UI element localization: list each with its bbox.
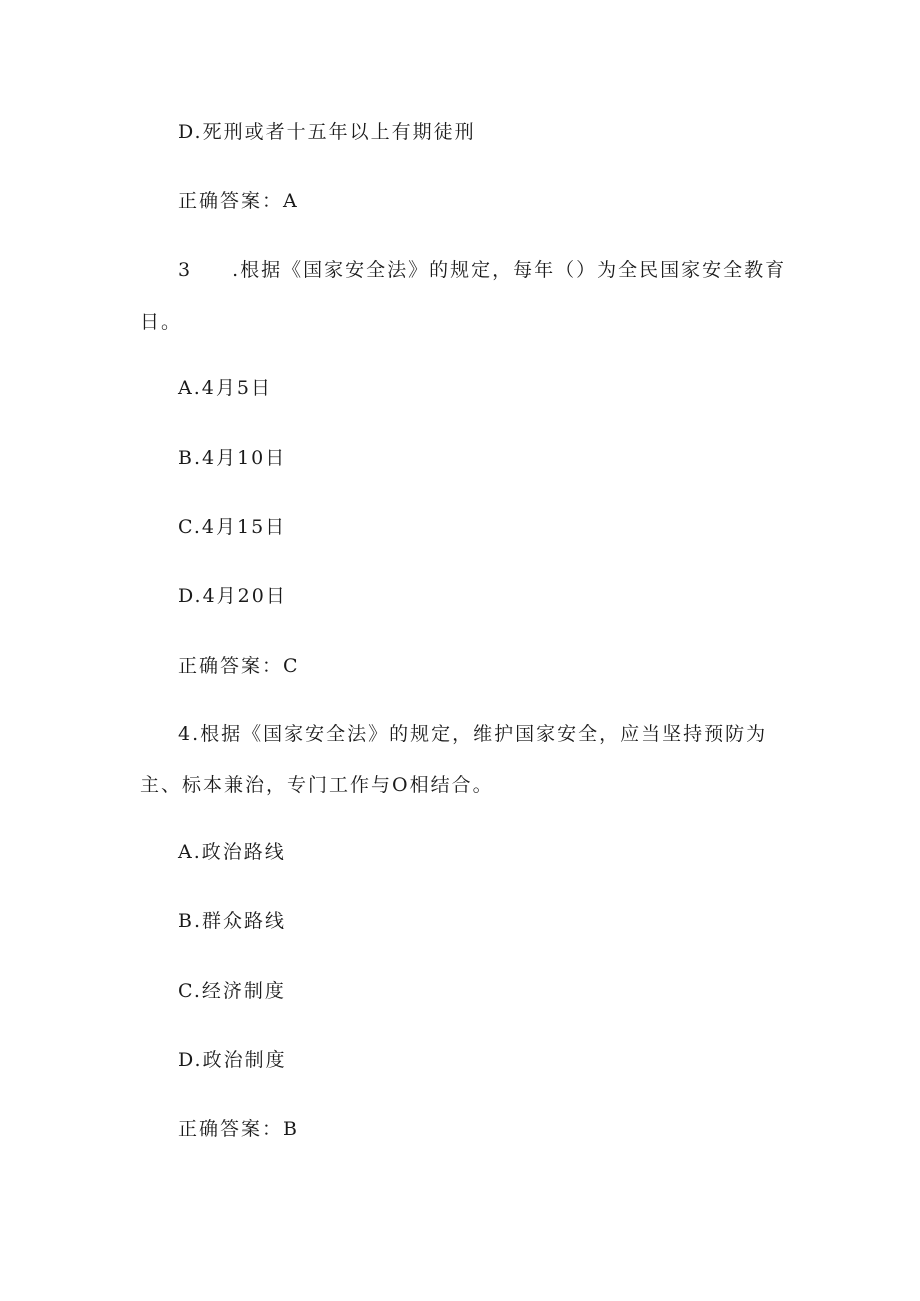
q4-option-b: B.群众路线 <box>178 910 287 932</box>
q4-option-d: D.政治制度 <box>178 1049 287 1071</box>
q4-stem-line1: 4.根据《国家安全法》的规定，维护国家安全，应当坚持预防为 <box>178 723 768 745</box>
q3-option-c: C.4月15日 <box>178 516 287 538</box>
q2-option-d: D.死刑或者十五年以上有期徒刑 <box>178 121 476 143</box>
q3-number: 3 <box>178 259 193 281</box>
q3-stem-text: .根据《国家安全法》的规定，每年（）为全民国家安全教育 <box>232 259 787 281</box>
q4-option-c: C.经济制度 <box>178 980 286 1002</box>
q4-option-a: A.政治路线 <box>178 841 286 863</box>
q3-stem-line2: 日。 <box>140 311 183 333</box>
q3-stem-line1 <box>178 258 786 282</box>
q3-option-a: A.4月5日 <box>178 377 272 399</box>
q2-answer: 正确答案：A <box>178 190 299 212</box>
q4-stem-line2: 主、标本兼治，专门工作与O相结合。 <box>140 774 494 796</box>
q3-answer: 正确答案：C <box>178 655 300 677</box>
q3-option-b: B.4月10日 <box>178 447 287 469</box>
q3-option-d: D.4月20日 <box>178 585 287 607</box>
q4-answer: 正确答案：B <box>178 1118 299 1140</box>
